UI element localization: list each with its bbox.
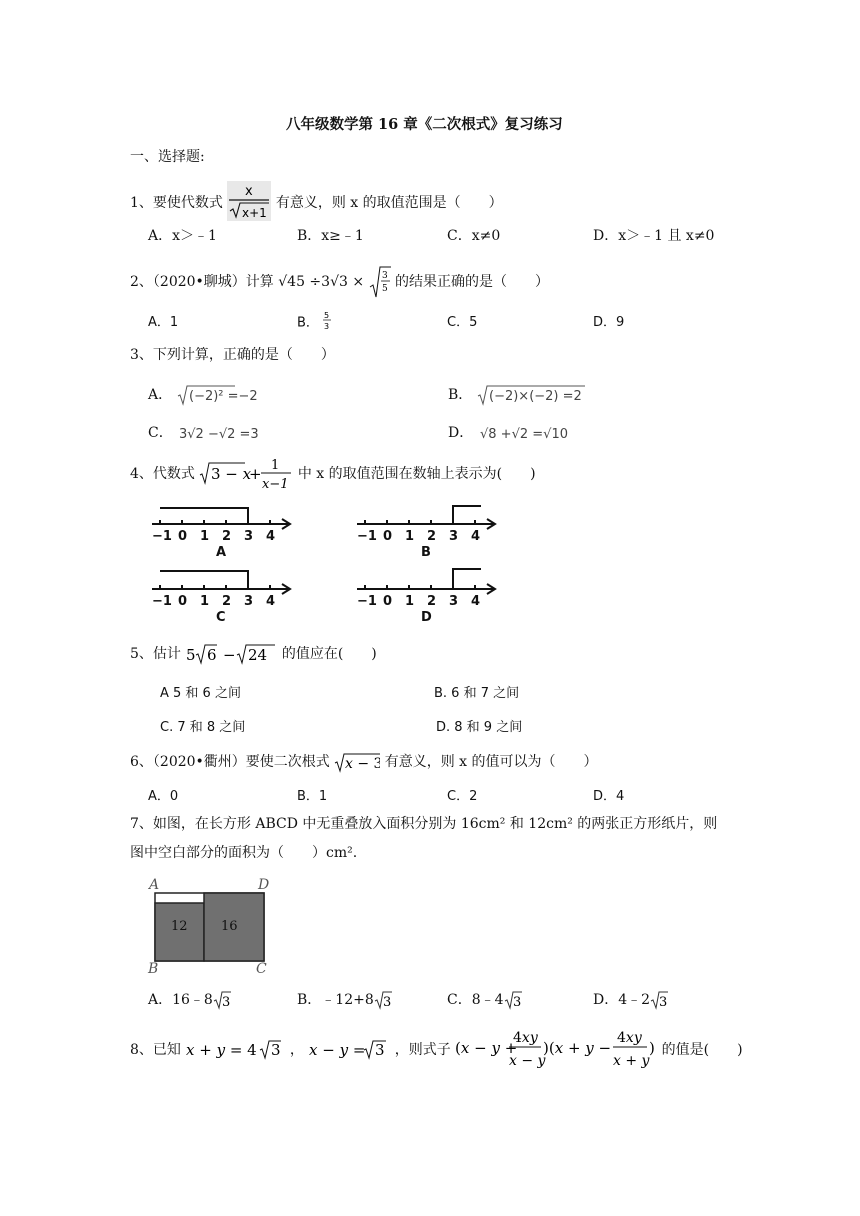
q3-option-d [448,422,582,444]
q3-c-text: 3√2 −√2 =3 [179,427,259,442]
svg-text:4: 4 [471,529,481,544]
q1-num: x [245,184,254,199]
q8-cond2-root: 3 [375,1041,385,1059]
svg-text:2: 2 [427,529,437,544]
q5-option-c: C. 7 和 8 之间 [160,720,246,735]
q2-option-b-label: B． [297,315,319,331]
question-7-line1: 7、如图，在长方形 ABCD 中无重叠放入面积分别为 16cm² 和 12cm² 的两张正方形纸片，则 [130,816,718,832]
svg-text:2: 2 [222,529,232,544]
q2-option-d: D．9 [593,315,625,330]
q7-option-b-sqrt [374,990,392,1010]
q6-option-c: C．2 [447,789,478,804]
q7-option-d-sqrt [650,990,668,1010]
q3-option-b-label: B． [448,387,473,403]
q8-frac2-den: x + y [613,1053,650,1069]
q4-plus: + [249,465,262,483]
q5-24: 24 [248,646,268,664]
question-2 [130,265,549,299]
q4-number-lines [148,500,518,625]
q8-comma: ， [289,1042,304,1058]
q3-option-a [148,384,269,406]
q2-option-c: C．5 [447,315,478,330]
question-7-line2: 图中空白部分的面积为（ ）cm². [130,845,358,861]
q5-expression [185,643,277,665]
question-1 [130,183,503,223]
q2-prefix: 2、（2020•聊城）计算 [130,274,274,290]
q3-b-text: (−2)×(−2) =2 [488,389,582,404]
q8-frac1-den: x − y [509,1053,546,1069]
q7-option-a-label: A．16﹣8 [148,992,213,1008]
label-12: 12 [171,919,188,934]
q3-option-b [448,384,605,406]
q3-option-c-label: C． [148,425,173,441]
svg-text:−1: −1 [357,529,377,544]
numberline-d [357,569,495,625]
q2-option-b [297,311,333,335]
q5-option-a: A 5 和 6 之间 [160,686,241,701]
q6-sqrt-svg [334,751,380,773]
q3-option-d-expr [478,422,582,444]
q5-option-b: B. 6 和 7 之间 [434,686,520,701]
question-6 [130,751,598,773]
label-16: 16 [221,919,238,934]
q8-part2: )(x + y − [543,1039,612,1057]
q1-fraction-svg [227,181,271,221]
q7-option-d-label: D．4﹣2 [593,992,651,1008]
question-3: 3、下列计算，正确的是（ ） [130,347,335,363]
q5-option-d: D. 8 和 9 之间 [436,720,523,735]
q7-d-sqrt-svg [650,990,668,1010]
q4-frac-den: x−1 [262,477,289,491]
svg-text:−1: −1 [357,594,377,609]
q7-figure [143,874,277,976]
q6-radicand: x − 3 [345,756,381,772]
q5-prefix: 5、估计 [130,646,181,662]
q7-option-c-label: C．8﹣4 [447,992,504,1008]
q2-optb-den: 3 [324,322,330,331]
question-5 [130,643,377,665]
numberline-b [357,506,495,560]
q3-b-svg [477,384,605,406]
svg-text:0: 0 [178,594,188,609]
q4-expr-svg [199,455,293,491]
q2-option-b-fraction [323,309,333,333]
q2-option-a: A．1 [148,315,179,330]
svg-text:−1: −1 [152,594,172,609]
q2-sqrt-svg [369,265,391,299]
q8-cond2-text: x − y = [309,1041,366,1059]
svg-text:0: 0 [383,529,393,544]
q2-sqrt-fraction [369,265,391,299]
svg-text:4: 4 [471,594,481,609]
svg-text:0: 0 [178,529,188,544]
q5-five: 5 [186,646,196,664]
q2-sqrt-num: 3 [381,271,388,281]
q2-expr: √45 ÷3√3 × [278,274,365,290]
q6-option-b: B．1 [297,789,328,804]
numberline-c [152,571,290,625]
q7-option-a [148,989,231,1010]
q5-six: 6 [207,646,217,664]
svg-text:1: 1 [405,594,415,609]
q2-sqrt-den: 5 [381,284,388,294]
q8-prefix: 8、已知 [130,1042,181,1058]
q8-part1: (x − y + [455,1039,518,1057]
q6-option-d: D．4 [593,789,625,804]
q6-prefix: 6、（2020•衢州）要使二次根式 [130,754,330,770]
q5-expr-svg [185,643,277,665]
svg-text:3: 3 [449,529,459,544]
q8-cond1-svg [185,1038,285,1060]
q7-option-a-sqrt [213,990,231,1010]
q8-cond1-root: 3 [271,1041,281,1059]
q4-suffix: 中 x 的取值范围在数轴上表示为( ) [297,466,536,482]
q7-a-sqrt-svg [213,990,231,1010]
svg-text:0: 0 [383,594,393,609]
q8-frac2-num: 4xy [617,1030,642,1046]
q7-b-radicand: 3 [382,995,392,1010]
q5-suffix: 的值应在( ) [281,646,377,662]
q1-fraction [227,181,271,221]
q1-suffix: 有意义，则 x 的取值范围是（ ） [275,195,503,211]
q7-c-radicand: 3 [512,995,521,1010]
q8-mid: ，则式子 [394,1042,451,1058]
q7-b-sqrt-svg [374,990,392,1010]
q8-frac1-num: 4xy [513,1030,538,1046]
question-8 [130,1026,743,1072]
q1-option-b: B．x≥﹣1 [297,228,364,244]
q8-expression [455,1026,657,1072]
q2-suffix: 的结果正确的是（ ） [395,274,549,290]
q8-suffix: 的值是( ) [661,1042,743,1058]
q1-option-a: A．x＞﹣1 [148,228,217,244]
svg-text:3: 3 [244,529,254,544]
corner-a: A [149,877,160,893]
q4-frac-num: 1 [271,458,280,473]
q3-a-svg [177,384,269,406]
q7-option-d [593,989,668,1010]
q7-option-c-sqrt [504,990,522,1010]
q6-sqrt [334,751,380,773]
q7-c-sqrt-svg [504,990,522,1010]
q4-prefix: 4、代数式 [130,466,195,482]
q1-option-c: C．x≠0 [447,228,501,244]
svg-text:4: 4 [266,594,276,609]
numberline-a [152,508,290,560]
q3-a-text: (−2)² =−2 [188,389,258,404]
svg-text:1: 1 [405,529,415,544]
svg-text:3: 3 [449,594,459,609]
corner-d: D [258,877,270,893]
q3-d-text: √8 +√2 =√10 [479,427,568,442]
q2-optb-num: 5 [324,311,330,320]
page-title: 八年级数学第 16 章《二次根式》复习练习 [286,116,563,133]
q3-option-c-expr [177,422,269,444]
q6-suffix: 有意义，则 x 的值可以为（ ） [384,754,598,770]
label-a: A [216,545,227,560]
q7-option-c [447,989,522,1010]
q7-d-radicand: 3 [659,995,668,1010]
svg-text:−1: −1 [152,529,172,544]
q2-option-b-svg [323,309,333,333]
question-4 [130,455,536,491]
svg-text:1: 1 [200,529,210,544]
svg-text:2: 2 [427,594,437,609]
svg-text:2: 2 [222,594,232,609]
q8-cond1-text: x + y = 4 [186,1041,258,1059]
q3-option-b-expr [477,384,605,406]
q4-expression [199,455,293,491]
svg-text:3: 3 [244,594,254,609]
q7-option-b-label: B．﹣12+8 [297,992,374,1008]
q1-den: x+1 [242,206,268,220]
q7-option-b [297,989,392,1010]
q4-radicand: 3 − x [211,465,252,483]
q8-expr-svg [455,1026,657,1072]
q3-option-a-label: A． [148,387,173,403]
label-d: D [421,610,432,625]
q3-c-svg [177,422,269,444]
q3-option-d-label: D． [448,425,474,441]
section-heading: 一、选择题: [130,149,205,165]
q5-minus: − [223,646,236,664]
q3-option-a-expr [177,384,269,406]
corner-b: B [148,961,159,976]
q8-close: ) [649,1039,656,1057]
q3-d-svg [478,422,582,444]
q3-option-c [148,422,269,444]
q8-cond2-svg [308,1038,390,1060]
q8-cond2 [308,1038,390,1060]
q7-a-radicand: 3 [221,995,231,1010]
label-b: B [421,545,431,560]
q1-option-d: D．x＞﹣1 且 x≠0 [593,228,715,244]
q6-option-a: A．0 [148,789,179,804]
corner-c: C [256,961,267,976]
q1-prefix: 1、要使代数式 [130,195,223,211]
q8-cond1 [185,1038,285,1060]
label-c: C [216,610,226,625]
svg-text:1: 1 [200,594,210,609]
svg-text:4: 4 [266,529,276,544]
